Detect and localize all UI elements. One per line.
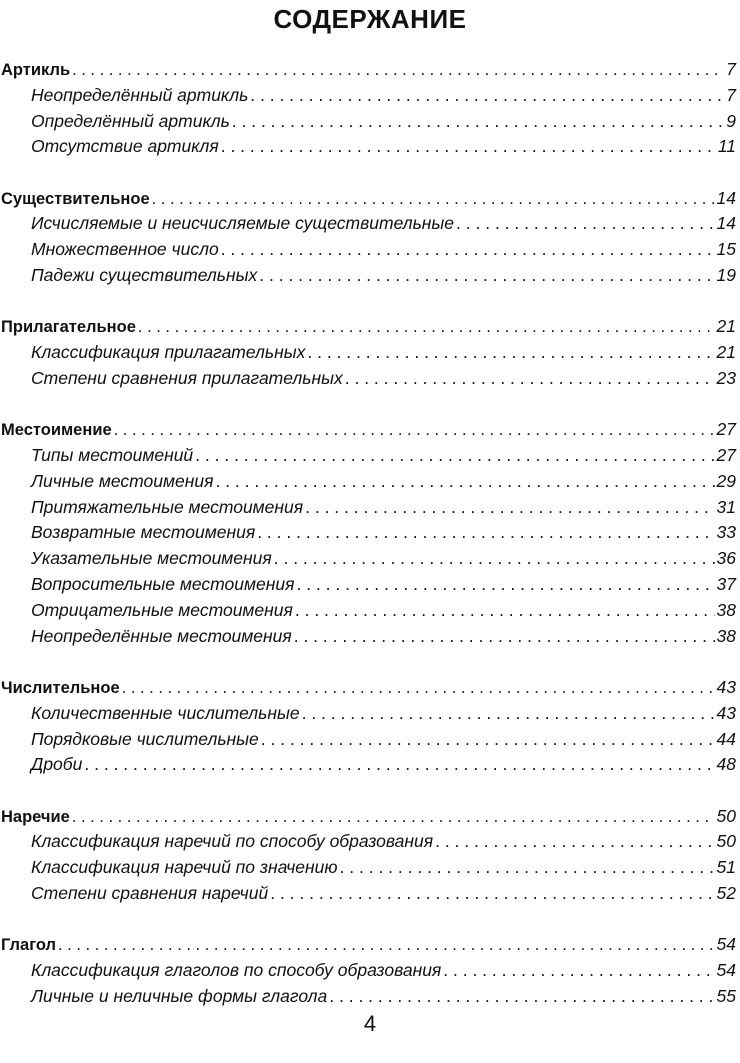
entry-label: Дроби xyxy=(31,754,83,775)
dot-leader xyxy=(307,340,714,366)
toc-entry-row[interactable] xyxy=(0,727,740,753)
toc-entry-row[interactable] xyxy=(0,546,740,572)
entry-label: Классификация наречий по способу образования xyxy=(31,831,434,852)
page-ref: 50 xyxy=(716,831,736,852)
page-ref: 44 xyxy=(716,728,736,749)
toc-entry-row[interactable] xyxy=(0,984,740,1010)
dot-leader xyxy=(302,701,715,727)
entry-label: Падежи существительных xyxy=(31,265,258,286)
page-ref: 50 xyxy=(716,805,736,826)
page-ref: 7 xyxy=(726,59,736,79)
section-heading: Существительное xyxy=(1,189,150,208)
dot-leader xyxy=(72,805,715,830)
page-ref: 54 xyxy=(716,960,736,981)
toc-section xyxy=(0,804,740,907)
dot-leader xyxy=(84,752,714,778)
entry-label: Притяжательные местоимения xyxy=(31,496,304,517)
section-heading: Артикль xyxy=(1,61,71,79)
entry-label: Возвратные местоимения xyxy=(31,522,256,543)
dot-leader xyxy=(261,727,715,753)
page-ref: 27 xyxy=(716,445,736,466)
toc-entry-row[interactable] xyxy=(0,958,740,984)
entry-label: Классификация глаголов по способу образования xyxy=(31,960,442,981)
page-ref: 36 xyxy=(716,548,736,569)
entry-label: Личные местоимения xyxy=(31,470,214,491)
section-heading: Местоимение xyxy=(1,421,112,440)
dot-leader xyxy=(443,958,714,984)
page-ref: 15 xyxy=(716,239,736,260)
page-ref: 7 xyxy=(726,84,736,105)
dot-leader xyxy=(72,58,724,83)
page-ref: 31 xyxy=(716,496,736,517)
toc-heading-row[interactable] xyxy=(0,314,740,340)
dot-leader xyxy=(221,134,716,160)
toc-entry-row[interactable] xyxy=(0,752,740,778)
page-ref: 48 xyxy=(716,754,736,775)
toc-entry-row[interactable] xyxy=(0,495,740,521)
toc-heading-row[interactable] xyxy=(0,417,740,443)
toc-section xyxy=(0,57,740,160)
toc-heading-row[interactable] xyxy=(0,186,740,212)
page-ref: 51 xyxy=(716,857,736,878)
toc-entry-row[interactable] xyxy=(0,701,740,727)
page-ref: 23 xyxy=(716,367,736,388)
page-ref: 14 xyxy=(716,213,736,234)
toc-entry-row[interactable] xyxy=(0,263,740,289)
page-ref: 21 xyxy=(716,316,736,337)
toc-entry-row[interactable] xyxy=(0,366,740,392)
entry-label: Указательные местоимения xyxy=(31,548,272,569)
toc-entry-row[interactable] xyxy=(0,443,740,469)
dot-leader xyxy=(232,109,724,135)
page-ref: 14 xyxy=(716,187,736,208)
page-ref: 43 xyxy=(716,702,736,723)
page-title: СОДЕРЖАНИЕ xyxy=(273,4,467,34)
page-number: 4 xyxy=(363,1011,377,1036)
toc-section xyxy=(0,417,740,649)
toc-section xyxy=(0,675,740,778)
toc-entry-row[interactable] xyxy=(0,340,740,366)
dot-leader xyxy=(250,83,724,109)
section-heading: Прилагательное xyxy=(1,318,136,337)
page-ref: 29 xyxy=(716,470,736,491)
dot-leader xyxy=(114,418,715,443)
toc-section xyxy=(0,932,740,1009)
page-ref: 38 xyxy=(716,599,736,620)
entry-label: Неопределённые местоимения xyxy=(31,625,292,646)
toc-entry-row[interactable] xyxy=(0,624,740,650)
dot-leader xyxy=(152,187,715,212)
dot-leader xyxy=(257,520,714,546)
toc-entry-row[interactable] xyxy=(0,598,740,624)
entry-label: Степени сравнения наречий xyxy=(31,883,269,904)
toc-heading-row[interactable] xyxy=(0,57,740,83)
dot-leader xyxy=(295,598,715,624)
section-heading: Наречие xyxy=(1,807,70,826)
page-ref: 27 xyxy=(716,419,736,440)
page-ref: 52 xyxy=(716,883,736,904)
dot-leader xyxy=(456,211,714,237)
dot-leader xyxy=(122,676,715,701)
page-ref: 55 xyxy=(716,985,736,1006)
table-of-contents xyxy=(0,57,740,1035)
entry-label: Классификация наречий по значению xyxy=(31,857,338,878)
entry-label: Вопросительные местоимения xyxy=(31,574,295,595)
dot-leader xyxy=(259,263,714,289)
page-ref: 33 xyxy=(716,522,736,543)
entry-label: Порядковые числительные xyxy=(31,728,259,749)
entry-label: Количественные числительные xyxy=(31,702,300,723)
page-ref: 19 xyxy=(716,265,736,286)
toc-section xyxy=(0,314,740,391)
entry-label: Исчисляемые и неисчисляемые существительные xyxy=(31,213,455,234)
dot-leader xyxy=(221,237,715,263)
page-ref: 11 xyxy=(717,136,736,157)
toc-entry-row[interactable] xyxy=(0,520,740,546)
page-ref: 43 xyxy=(716,676,736,697)
dot-leader xyxy=(435,829,714,855)
section-heading: Числительное xyxy=(1,678,120,697)
dot-leader xyxy=(329,984,714,1010)
entry-label: Отсутствие артикля xyxy=(31,136,219,157)
dot-leader xyxy=(345,366,715,392)
toc-entry-row[interactable] xyxy=(0,881,740,907)
toc-heading-row[interactable] xyxy=(0,675,740,701)
entry-label: Множественное число xyxy=(31,239,219,260)
toc-heading-row[interactable] xyxy=(0,932,740,958)
dot-leader xyxy=(138,315,715,340)
entry-label: Степени сравнения прилагательных xyxy=(31,367,343,388)
entry-label: Отрицательные местоимения xyxy=(31,599,293,620)
entry-label: Личные и неличные формы глагола xyxy=(31,985,328,1006)
dot-leader xyxy=(294,624,715,650)
entry-label: Неопределённый артикль xyxy=(31,84,249,105)
toc-entry-row[interactable] xyxy=(0,83,740,109)
dot-leader xyxy=(270,881,714,907)
page-ref: 54 xyxy=(716,934,736,955)
toc-entry-row[interactable] xyxy=(0,572,740,598)
toc-entry-row[interactable] xyxy=(0,829,740,855)
toc-entry-row[interactable] xyxy=(0,855,740,881)
page-ref: 38 xyxy=(716,625,736,646)
toc-entry-row[interactable] xyxy=(0,134,740,160)
dot-leader xyxy=(215,469,714,495)
toc-heading-row[interactable] xyxy=(0,804,740,830)
dot-leader xyxy=(340,855,715,881)
toc-entry-row[interactable] xyxy=(0,211,740,237)
page-ref: 21 xyxy=(716,342,736,363)
dot-leader xyxy=(58,933,715,958)
entry-label: Определённый артикль xyxy=(31,110,230,131)
entry-label: Типы местоимений xyxy=(31,445,194,466)
section-heading: Глагол xyxy=(1,936,56,955)
toc-entry-row[interactable] xyxy=(0,237,740,263)
entry-label: Классификация прилагательных xyxy=(31,342,306,363)
toc-section xyxy=(0,186,740,289)
dot-leader xyxy=(195,443,714,469)
toc-entry-row[interactable] xyxy=(0,469,740,495)
toc-entry-row[interactable] xyxy=(0,109,740,135)
dot-leader xyxy=(305,495,714,521)
dot-leader xyxy=(296,572,714,598)
page-ref: 37 xyxy=(716,574,736,595)
page-ref: 9 xyxy=(726,110,736,131)
dot-leader xyxy=(274,546,715,572)
